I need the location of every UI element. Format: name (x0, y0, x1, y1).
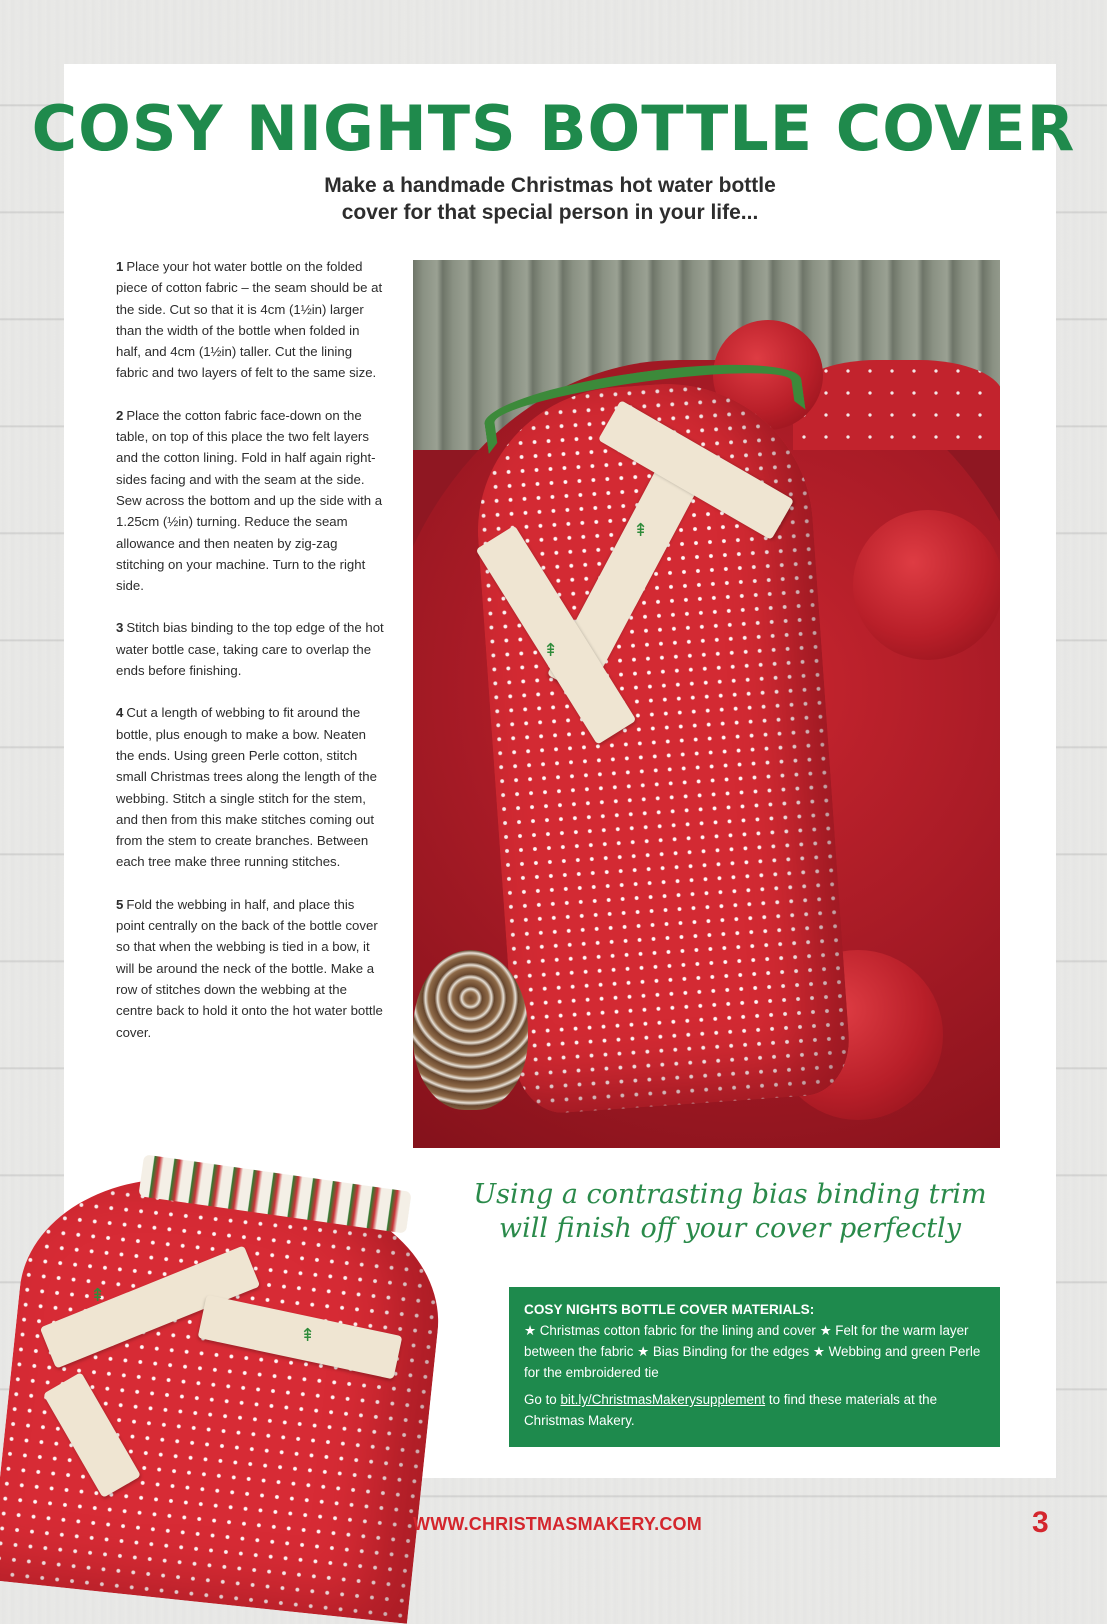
step-3 (116, 617, 384, 681)
caption-line-1: Using a contrasting bias binding trim (473, 1179, 987, 1210)
embroidered-tree-icon: ⇞ (300, 1325, 316, 1346)
subtitle-line-2: cover for that special person in your life... (341, 201, 759, 224)
step-text: Cut a length of webbing to fit around the bottle, plus enough to make a bow. Neaten the ends. Using green Perle cotton, stitch small Christmas trees along the length of the webbing. Stitch a single stitch for the stem, and then from this make stitches coming out from the stem to create branches. Between each tree make three running stitches. (116, 705, 377, 870)
bottle-cutout-photo (0, 1165, 420, 1565)
materials-title: COSY NIGHTS BOTTLE COVER MATERIALS: (524, 1302, 815, 1317)
bottle-cover-photo (413, 260, 1000, 1148)
step-4 (116, 702, 384, 872)
goto-prefix: Go to (524, 1392, 561, 1407)
spotted-fabric (793, 360, 1000, 450)
step-number: 3 (116, 620, 124, 636)
step-text: Stitch bias binding to the top edge of the hot water bottle case, taking care to overlap the ends before finishing. (116, 620, 384, 679)
step-1 (116, 256, 384, 384)
step-number: 4 (116, 705, 124, 721)
step-text: Fold the webbing in half, and place this point centrally on the back of the bottle cover so that when the webbing is tied in a bow, it will be around the neck of the bottle. Make a row of stitches down the webbing at the centre back to hold it onto the hot water bottle cover. (116, 896, 383, 1040)
step-number: 2 (116, 407, 124, 423)
materials-link-line (524, 1389, 985, 1431)
page-title: COSY NIGHTS BOTTLE COVER (31, 92, 1076, 165)
materials-list: ★ Christmas cotton fabric for the lining and cover ★ Felt for the warm layer between the fabric ★ Bias Binding for the edges ★ Webbing and green Perle for the embroidered tie (524, 1323, 981, 1380)
goto-suffix: to find these materials at the Christmas Makery. (524, 1392, 938, 1428)
step-2 (116, 405, 384, 597)
materials-box (509, 1287, 1000, 1447)
step-number: 5 (116, 896, 124, 912)
step-5 (116, 894, 384, 1043)
supplement-link[interactable]: bit.ly/ChristmasMakerysupplement (560, 1392, 766, 1407)
caption-line-2: will finish off your cover perfectly (499, 1213, 961, 1244)
subtitle-line-1: Make a handmade Christmas hot water bottle (324, 174, 776, 197)
instruction-steps (116, 256, 384, 1064)
footer-url[interactable]: WWW.CHRISTMASMAKERY.COM (413, 1514, 702, 1534)
photo-caption (470, 1178, 990, 1246)
pinecone (413, 950, 528, 1110)
step-text: Place your hot water bottle on the folded piece of cotton fabric – the seam should be at the side. Cut so that it is 4cm (1½in) larger than the width of the bottle when folded in half, and 4cm (1½in) taller. Cut the lining fabric and two layers of felt to the same size. (116, 259, 383, 381)
step-number: 1 (116, 259, 124, 274)
embroidered-tree-icon: ⇞ (543, 640, 559, 661)
pompom (853, 510, 1000, 660)
embroidered-tree-icon: ⇞ (633, 520, 649, 541)
page-number: 3 (1032, 1506, 1049, 1539)
page-subtitle (240, 172, 860, 226)
step-text: Place the cotton fabric face-down on the table, on top of this place the two felt layers and the cotton lining. Fold in half again right-sides facing and with the seam at the side. Sew across the bottom and up the side with a 1.25cm (½in) turning. Reduce the seam allowance and then neaten by zig-zag stitching on your machine. Turn to the right side. (116, 407, 383, 594)
embroidered-tree-icon: ⇞ (90, 1285, 106, 1306)
